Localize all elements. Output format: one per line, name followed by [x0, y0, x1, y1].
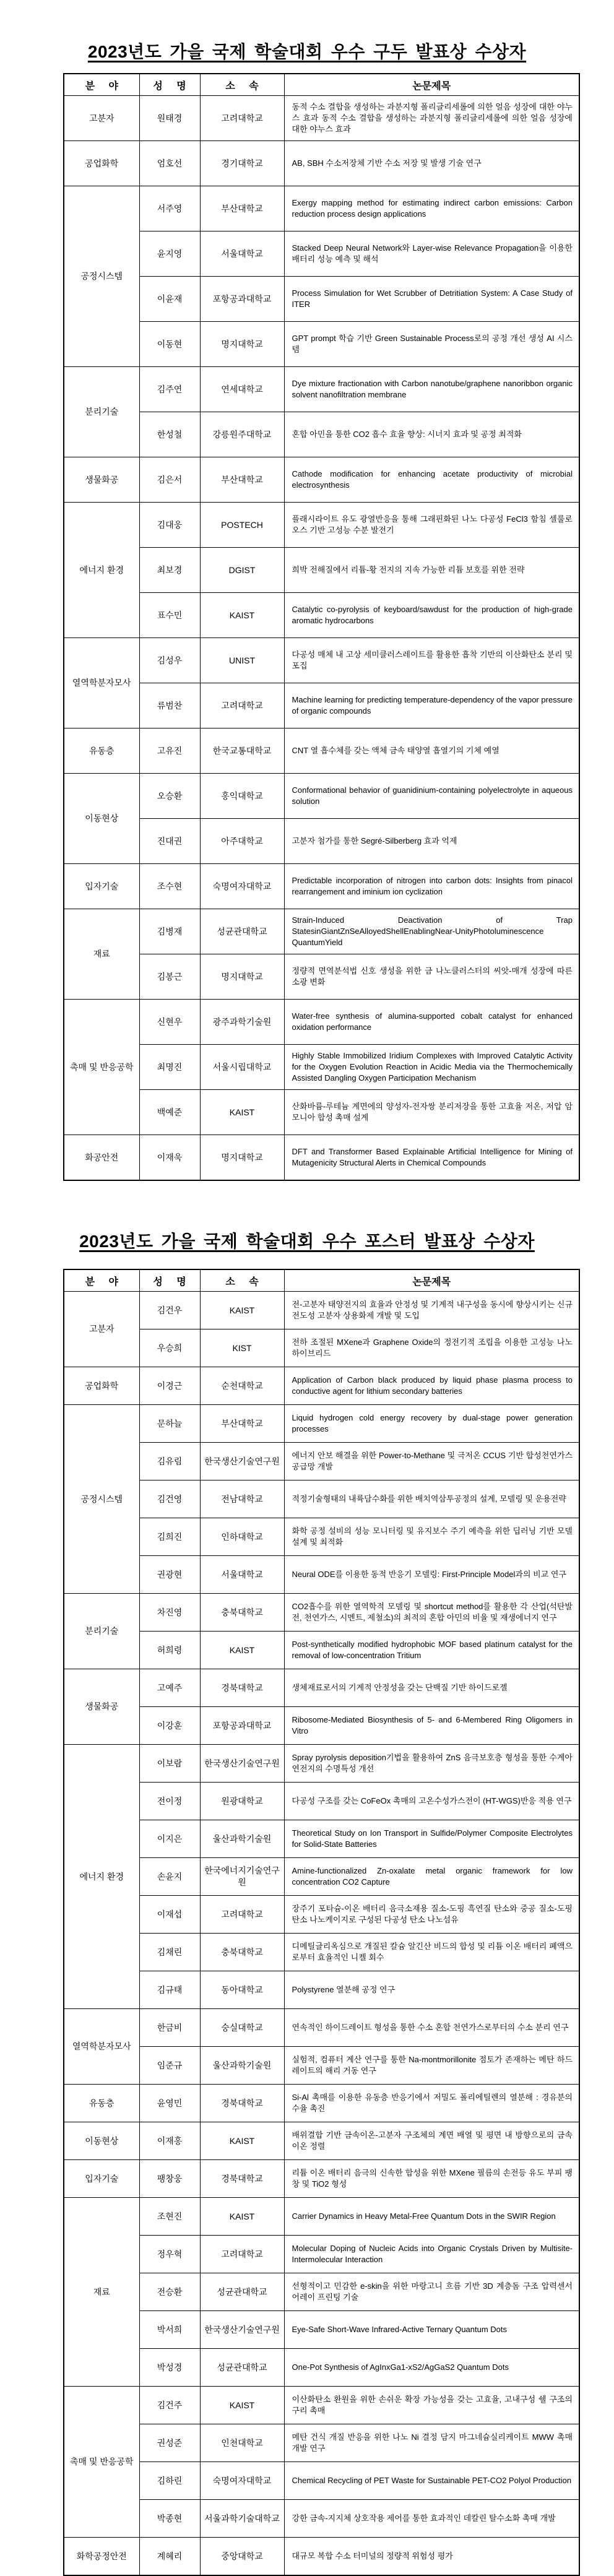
paper-title-cell: 메탄 건식 개질 반응을 위한 나노 Ni 결정 담지 마그네슘실리케이트 MWW 촉매 개발 연구	[284, 2424, 579, 2462]
table-row	[64, 503, 579, 548]
paper-title-cell: 선형적이고 민감한 e-skin을 위한 마랑고니 흐름 기반 3D 계층돔 구조 압력센서 어레이 프린팅 기술	[284, 2273, 579, 2311]
paper-title-cell: 리튬 이온 배터리 음극의 신속한 합성을 위한 MXene 필름의 손전등 유도 부피 팽창 및 TiO2 형성	[284, 2160, 579, 2198]
table-row	[64, 1329, 579, 1367]
affiliation-cell: 홍익대학교	[200, 774, 284, 819]
table-row	[64, 277, 579, 322]
affiliation-cell: 포항공과대학교	[200, 277, 284, 322]
name-cell: 정우혁	[139, 2236, 200, 2273]
affiliation-cell: DGIST	[200, 548, 284, 593]
field-cell: 입자기술	[64, 864, 139, 909]
affiliation-cell: 중앙대학교	[200, 2538, 284, 2576]
affiliation-cell: 명지대학교	[200, 322, 284, 367]
table-row	[64, 2273, 579, 2311]
affiliation-cell: 경북대학교	[200, 2160, 284, 2198]
name-cell: 신현우	[139, 1000, 200, 1045]
affiliation-cell: 서울대학교	[200, 1556, 284, 1594]
column-header-paper-title: 논문제목	[284, 74, 579, 96]
name-cell: 이재섭	[139, 1896, 200, 1934]
field-cell: 유동층	[64, 728, 139, 774]
table-body	[64, 96, 579, 1181]
field-cell: 촉매 및 반응공학	[64, 2387, 139, 2538]
name-cell: 허희령	[139, 1632, 200, 1669]
column-header-affiliation: 소 속	[200, 74, 284, 96]
affiliation-cell: KAIST	[200, 2198, 284, 2236]
affiliation-cell: 한국교통대학교	[200, 728, 284, 774]
table-row	[64, 2236, 579, 2273]
paper-title-cell: 디메틸글리옥심으로 개질된 칼슘 알긴산 비드의 합성 및 리튬 이온 배터리 폐액으로부터 효율적인 니켈 회수	[284, 1934, 579, 1971]
table-row	[64, 1858, 579, 1896]
name-cell: 김희진	[139, 1518, 200, 1556]
field-cell: 생물화공	[64, 457, 139, 503]
field-cell: 촉매 및 반응공학	[64, 1000, 139, 1135]
paper-title-cell: Exergy mapping method for estimating indirect carbon emissions: Carbon reduction process design applications	[284, 186, 579, 231]
paper-title-cell: Amine-functionalized Zn-oxalate metal organic framework for low concentration CO2 Capture	[284, 1858, 579, 1896]
name-cell: 류범찬	[139, 683, 200, 728]
affiliation-cell: 부산대학교	[200, 186, 284, 231]
table-row	[64, 1669, 579, 1707]
name-cell: 김주연	[139, 367, 200, 412]
table-row	[64, 2160, 579, 2198]
affiliation-cell: 충북대학교	[200, 1934, 284, 1971]
affiliation-cell: 서울대학교	[200, 231, 284, 277]
table-row	[64, 2462, 579, 2500]
name-cell: 김건우	[139, 1292, 200, 1329]
table-row	[64, 2387, 579, 2424]
table-row	[64, 2538, 579, 2576]
field-cell: 유동층	[64, 2085, 139, 2122]
affiliation-cell: 인천대학교	[200, 2424, 284, 2462]
column-header-field: 분 야	[64, 1269, 139, 1292]
paper-title-cell: Cathode modification for enhancing acetate productivity of microbial electrosynthesis	[284, 457, 579, 503]
paper-title-cell: 희박 전해질에서 리튬-황 전지의 지속 가능한 리튬 보호를 위한 전략	[284, 548, 579, 593]
affiliation-cell: KAIST	[200, 593, 284, 638]
affiliation-cell: 경기대학교	[200, 141, 284, 186]
paper-title-cell: Predictable incorporation of nitrogen into carbon dots: Insights from pinacol rearrangement and iminium ion cyclization	[284, 864, 579, 909]
table-row	[64, 2122, 579, 2160]
affiliation-cell: 포항공과대학교	[200, 1707, 284, 1745]
table-row	[64, 954, 579, 1000]
affiliation-cell: 부산대학교	[200, 457, 284, 503]
affiliation-cell: 원광대학교	[200, 1783, 284, 1820]
affiliation-cell: 성균관대학교	[200, 2273, 284, 2311]
name-cell: 김규태	[139, 1971, 200, 2009]
field-cell: 재료	[64, 2198, 139, 2387]
name-cell: 최명진	[139, 1045, 200, 1090]
awards-table	[63, 73, 580, 1181]
paper-title-cell: Molecular Doping of Nucleic Acids into Organic Crystals Driven by Multisite-Intermolecular Interaction	[284, 2236, 579, 2273]
affiliation-cell: 경북대학교	[200, 2085, 284, 2122]
paper-title-cell: CO2흡수를 위한 열역학적 모델링 및 shortcut method를 활용한 각 산업(석탄발전, 천연가스, 시멘트, 제철소)의 최적의 혼합 아민의 비율 및 재생에너지 연구	[284, 1594, 579, 1632]
table-row	[64, 367, 579, 412]
table-row	[64, 638, 579, 683]
affiliation-cell: 한국생산기술연구원	[200, 1443, 284, 1480]
table-row	[64, 1707, 579, 1745]
table-row	[64, 1745, 579, 1783]
name-cell: 이재홍	[139, 2122, 200, 2160]
table-row	[64, 2500, 579, 2538]
field-cell: 이동현상	[64, 774, 139, 864]
table-row	[64, 548, 579, 593]
paper-title-cell: Spray pyrolysis deposition기법을 활용하여 ZnS 음극보호층 형성을 통한 수계아연전지의 수명특성 개선	[284, 1745, 579, 1783]
name-cell: 이재욱	[139, 1135, 200, 1181]
paper-title-cell: Chemical Recycling of PET Waste for Sustainable PET-CO2 Polyol Production	[284, 2462, 579, 2500]
affiliation-cell: 명지대학교	[200, 1135, 284, 1181]
table-row	[64, 1405, 579, 1443]
poster-awards-title: 2023년도 가을 국제 학술대회 우수 포스터 발표상 수상자	[79, 1232, 535, 1251]
table-row	[64, 909, 579, 954]
paper-title-cell: 에너지 안보 해결을 위한 Power-to-Methane 및 극저온 CCUS 기반 합성천연가스 공급망 개발	[284, 1443, 579, 1480]
paper-title-cell: 배위결합 기반 금속이온-고분자 구조체의 계면 배열 및 평면 내 방향으로의 금속이온 정렬	[284, 2122, 579, 2160]
affiliation-cell: 성균관대학교	[200, 909, 284, 954]
affiliation-cell: KIST	[200, 1329, 284, 1367]
table-row	[64, 728, 579, 774]
paper-title-cell: AB, SBH 수소저장체 기반 수소 저장 및 발생 기술 연구	[284, 141, 579, 186]
paper-title-cell: One-Pot Synthesis of AgInxGa1-xS2/AgGaS2 Quantum Dots	[284, 2349, 579, 2387]
paper-title-cell: 실험적, 컴퓨터 계산 연구를 통한 Na-montmorillonite 점토가 존재하는 메탄 하드레이트의 해리 거동 연구	[284, 2047, 579, 2085]
paper-title-cell: Water-free synthesis of alumina-supported cobalt catalyst for enhanced oxidation performance	[284, 1000, 579, 1045]
name-cell: 윤지영	[139, 231, 200, 277]
name-cell: 임준규	[139, 2047, 200, 2085]
name-cell: 김건주	[139, 2387, 200, 2424]
affiliation-cell: 순천대학교	[200, 1367, 284, 1405]
name-cell: 조현진	[139, 2198, 200, 2236]
name-cell: 최보경	[139, 548, 200, 593]
table-header-row	[64, 1269, 579, 1292]
name-cell: 손윤지	[139, 1858, 200, 1896]
field-cell: 입자기술	[64, 2160, 139, 2198]
name-cell: 고유진	[139, 728, 200, 774]
name-cell: 김유림	[139, 1443, 200, 1480]
name-cell: 박성경	[139, 2349, 200, 2387]
paper-title-cell: 대규모 복합 수소 터미널의 정량적 위험성 평가	[284, 2538, 579, 2576]
affiliation-cell: 숙명여자대학교	[200, 2462, 284, 2500]
name-cell: 박종현	[139, 2500, 200, 2538]
paper-title-cell: GPT prompt 학습 기반 Green Sustainable Process로의 공정 개선 생성 AI 시스템	[284, 322, 579, 367]
name-cell: 김채린	[139, 1934, 200, 1971]
name-cell: 전승환	[139, 2273, 200, 2311]
name-cell: 원태경	[139, 96, 200, 141]
affiliation-cell: 인하대학교	[200, 1518, 284, 1556]
name-cell: 김대웅	[139, 503, 200, 548]
table-row	[64, 1594, 579, 1632]
affiliation-cell: UNIST	[200, 638, 284, 683]
name-cell: 이윤재	[139, 277, 200, 322]
field-cell: 열역학분자모사	[64, 2009, 139, 2085]
table-row	[64, 412, 579, 457]
table-row	[64, 774, 579, 819]
name-cell: 김하린	[139, 2462, 200, 2500]
paper-title-cell: Ribosome-Mediated Biosynthesis of 5- and 6-Membered Ring Oligomers in Vitro	[284, 1707, 579, 1745]
name-cell: 고예주	[139, 1669, 200, 1707]
field-cell: 공정시스템	[64, 186, 139, 367]
table-row	[64, 2349, 579, 2387]
name-cell: 윤영민	[139, 2085, 200, 2122]
table-row	[64, 2424, 579, 2462]
affiliation-cell: 명지대학교	[200, 954, 284, 1000]
table-row	[64, 2009, 579, 2047]
name-cell: 김병재	[139, 909, 200, 954]
affiliation-cell: 한국생산기술연구원	[200, 1745, 284, 1783]
name-cell: 팽창웅	[139, 2160, 200, 2198]
table-row	[64, 683, 579, 728]
name-cell: 이보람	[139, 1745, 200, 1783]
field-cell: 분리기술	[64, 367, 139, 457]
paper-title-cell: 동적 수소 결합을 생성하는 과분지형 폴리글리세롤에 의한 얼음 성장에 대한 야누스 효과 동적 수소 결합을 생성하는 과분지형 폴리글리세롤에 의한 얼음 성장에 대한 야누스 효과	[284, 96, 579, 141]
affiliation-cell: 전남대학교	[200, 1480, 284, 1518]
name-cell: 이동현	[139, 322, 200, 367]
name-cell: 오승환	[139, 774, 200, 819]
table-row	[64, 819, 579, 864]
oral-awards-title: 2023년도 가을 국제 학술대회 우수 구두 발표상 수상자	[87, 42, 527, 61]
paper-title-cell: DFT and Transformer Based Explainable Artificial Intelligence for Mining of Mutagenicity Structural Alerts in Chemical Compounds	[284, 1135, 579, 1181]
table-row	[64, 322, 579, 367]
name-cell: 김건영	[139, 1480, 200, 1518]
name-cell: 문하늘	[139, 1405, 200, 1443]
paper-title-cell: Dye mixture fractionation with Carbon nanotube/graphene nanoribbon organic solvent nanofiltration membrane	[284, 367, 579, 412]
table-row	[64, 1971, 579, 2009]
field-cell: 공정시스템	[64, 1405, 139, 1594]
name-cell: 권성준	[139, 2424, 200, 2462]
paper-title-cell: 다공성 구조를 갖는 CoFeOx 촉매의 고온수성가스전이 (HT-WGS)반응 적용 연구	[284, 1783, 579, 1820]
paper-title-cell: Conformational behavior of guanidinium-containing polyelectrolyte in aqueous solution	[284, 774, 579, 819]
column-header-name: 성 명	[139, 1269, 200, 1292]
name-cell: 진대권	[139, 819, 200, 864]
paper-title-cell: Stacked Deep Neural Network와 Layer-wise Relevance Propagation을 이용한 배터리 성능 예측 및 해석	[284, 231, 579, 277]
paper-title-cell: Neural ODE를 이용한 동적 반응기 모델링: First-Principle Model과의 비교 연구	[284, 1556, 579, 1594]
table-row	[64, 1367, 579, 1405]
paper-title-cell: 연속적인 하이드레이트 형성을 통한 수소 혼합 천연가스로부터의 수소 분리 연구	[284, 2009, 579, 2047]
table-row	[64, 2047, 579, 2085]
affiliation-cell: 충북대학교	[200, 1594, 284, 1632]
affiliation-cell: 부산대학교	[200, 1405, 284, 1443]
paper-title-cell: 생체재료로서의 기계적 안정성을 갖는 단백질 기반 하이드로젤	[284, 1669, 579, 1707]
paper-title-cell: 전-고분자 태양전지의 효율과 안정성 및 기계적 내구성을 동시에 향상시키는 신규 전도성 고분자 상용화제 개발 및 도입	[284, 1292, 579, 1329]
name-cell: 서주영	[139, 186, 200, 231]
field-cell: 열역학분자모사	[64, 638, 139, 728]
table-row	[64, 1820, 579, 1858]
paper-title-cell: 전하 조절된 MXene과 Graphene Oxide의 정전기적 조립을 이용한 고성능 나노 하이브리드	[284, 1329, 579, 1367]
field-cell: 에너지 환경	[64, 503, 139, 638]
name-cell: 김은서	[139, 457, 200, 503]
affiliation-cell: 고려대학교	[200, 96, 284, 141]
name-cell: 조수현	[139, 864, 200, 909]
name-cell: 김성우	[139, 638, 200, 683]
affiliation-cell: 고려대학교	[200, 2236, 284, 2273]
paper-title-cell: Polystyrene 열분해 공정 연구	[284, 1971, 579, 2009]
field-cell: 생물화공	[64, 1669, 139, 1745]
name-cell: 권광현	[139, 1556, 200, 1594]
name-cell: 우승희	[139, 1329, 200, 1367]
paper-title-cell: 산화바륨-루테늄 계면에의 양성자-전자쌍 분리저장을 통한 고효율 저온, 저압 암모니아 합성 촉매 설계	[284, 1090, 579, 1135]
oral-awards-table-container	[0, 73, 614, 1181]
affiliation-cell: 울산과학기술원	[200, 2047, 284, 2085]
table-row	[64, 1480, 579, 1518]
field-cell: 분리기술	[64, 1594, 139, 1669]
name-cell: 이지은	[139, 1820, 200, 1858]
affiliation-cell: KAIST	[200, 2122, 284, 2160]
paper-title-cell: Highly Stable Immobilized Iridium Complexes with Improved Catalytic Activity for the Oxygen Evolution Reaction in Acidic Media via the Thermochemically Assisted Dangling Oxygen Participation Mechanism	[284, 1045, 579, 1090]
paper-title-cell: Si-Al 촉매를 이용한 유동층 반응기에서 저밀도 폴리에틸렌의 열분해 : 경유분의 수율 촉진	[284, 2085, 579, 2122]
table-row	[64, 1556, 579, 1594]
table-row	[64, 1632, 579, 1669]
affiliation-cell: 강릉원주대학교	[200, 412, 284, 457]
table-row	[64, 2198, 579, 2236]
affiliation-cell: 연세대학교	[200, 367, 284, 412]
table-header-row	[64, 74, 579, 96]
paper-title-cell: Process Simulation for Wet Scrubber of Detritiation System: A Case Study of ITER	[284, 277, 579, 322]
paper-title-cell: 정량적 면역분석법 신호 생성을 위한 금 나노클러스터의 씨앗-매개 성장에 따른 소광 변화	[284, 954, 579, 1000]
paper-title-cell: 장주기 포타슘-이온 배터리 음극소재용 질소-도핑 흑연질 탄소와 중공 질소-도핑 탄소 나노케이지로 구성된 다공성 탄소 나노섬유	[284, 1896, 579, 1934]
paper-title-cell: Carrier Dynamics in Heavy Metal-Free Quantum Dots in the SWIR Region	[284, 2198, 579, 2236]
affiliation-cell: KAIST	[200, 1292, 284, 1329]
table-row	[64, 96, 579, 141]
paper-title-cell: CNT 열 흡수체를 갖는 액체 금속 태양열 흡열기의 기체 예열	[284, 728, 579, 774]
paper-title-cell: 이산화탄소 환원을 위한 손쉬운 확장 가능성을 갖는 고효율, 고내구성 쉘 구조의 구리 촉매	[284, 2387, 579, 2424]
affiliation-cell: 경북대학교	[200, 1669, 284, 1707]
affiliation-cell: KAIST	[200, 1632, 284, 1669]
table-row	[64, 186, 579, 231]
table-row	[64, 1896, 579, 1934]
paper-title-cell: Post-synthetically modified hydrophobic MOF based platinum catalyst for the removal of low-concentration Tritium	[284, 1632, 579, 1669]
field-cell: 고분자	[64, 1292, 139, 1367]
affiliation-cell: 성균관대학교	[200, 2349, 284, 2387]
awards-table	[63, 1269, 580, 2576]
affiliation-cell: 아주대학교	[200, 819, 284, 864]
paper-title-cell: 혼합 아민을 통한 CO2 흡수 효율 향상: 시너지 효과 및 공정 최적화	[284, 412, 579, 457]
table-row	[64, 1783, 579, 1820]
table-row	[64, 1934, 579, 1971]
name-cell: 전이정	[139, 1783, 200, 1820]
paper-title-cell: Machine learning for predicting temperature-dependency of the vapor pressure of organic compounds	[284, 683, 579, 728]
paper-title-cell: Catalytic co-pyrolysis of keyboard/sawdust for the production of high-grade aromatic hydrocarbons	[284, 593, 579, 638]
paper-title-cell: Theoretical Study on Ion Transport in Sulfide/Polymer Composite Electrolytes for Solid-State Batteries	[284, 1820, 579, 1858]
poster-awards-table-container	[0, 1269, 614, 2576]
affiliation-cell: 고려대학교	[200, 1896, 284, 1934]
field-cell: 고분자	[64, 96, 139, 141]
column-header-affiliation: 소 속	[200, 1269, 284, 1292]
table-row	[64, 593, 579, 638]
table-row	[64, 2311, 579, 2349]
name-cell: 백예준	[139, 1090, 200, 1135]
name-cell: 한금비	[139, 2009, 200, 2047]
table-row	[64, 141, 579, 186]
name-cell: 박서희	[139, 2311, 200, 2349]
table-row	[64, 1135, 579, 1181]
column-header-paper-title: 논문제목	[284, 1269, 579, 1292]
table-row	[64, 1443, 579, 1480]
table-row	[64, 1045, 579, 1090]
table-row	[64, 2085, 579, 2122]
affiliation-cell: 숭실대학교	[200, 2009, 284, 2047]
paper-title-cell: 다공성 매체 내 고상 세미클러스레이트를 활용한 흡착 기반의 이산화탄소 분리 및 포집	[284, 638, 579, 683]
paper-title-cell: Strain-Induced Deactivation of Trap StatesinGiantZnSeAlloyedShellEnablingNear-UnityPhotoluminescence QuantumYield	[284, 909, 579, 954]
name-cell: 엄호선	[139, 141, 200, 186]
name-cell: 계혜리	[139, 2538, 200, 2576]
affiliation-cell: POSTECH	[200, 503, 284, 548]
paper-title-cell: Eye-Safe Short-Wave Infrared-Active Ternary Quantum Dots	[284, 2311, 579, 2349]
table-row	[64, 1292, 579, 1329]
field-cell: 재료	[64, 909, 139, 1000]
name-cell: 이강훈	[139, 1707, 200, 1745]
affiliation-cell: 한국에너지기술연구원	[200, 1858, 284, 1896]
field-cell: 화공안전	[64, 1135, 139, 1181]
affiliation-cell: 서울과학기술대학교	[200, 2500, 284, 2538]
table-row	[64, 1518, 579, 1556]
name-cell: 김봉근	[139, 954, 200, 1000]
table-row	[64, 1000, 579, 1045]
name-cell: 한성철	[139, 412, 200, 457]
table-body	[64, 1292, 579, 2576]
table-row	[64, 457, 579, 503]
field-cell: 공업화학	[64, 1367, 139, 1405]
field-cell: 이동현상	[64, 2122, 139, 2160]
name-cell: 이경근	[139, 1367, 200, 1405]
oral-awards-section	[0, 38, 614, 1181]
name-cell: 표수민	[139, 593, 200, 638]
table-row	[64, 864, 579, 909]
field-cell: 화학공정안전	[64, 2538, 139, 2576]
paper-title-cell: 플래시라이트 유도 광열반응을 통해 그래핀화된 나노 다공성 FeCl3 함침 셀룰로오스 기반 고성능 수분 발전기	[284, 503, 579, 548]
paper-title-cell: Application of Carbon black produced by liquid phase plasma process to conductive agent for lithium secondary batteries	[284, 1367, 579, 1405]
affiliation-cell: 한국생산기술연구원	[200, 2311, 284, 2349]
paper-title-cell: 고분자 첨가를 통한 Segré-Silberberg 효과 억제	[284, 819, 579, 864]
affiliation-cell: 서울시립대학교	[200, 1045, 284, 1090]
affiliation-cell: 울산과학기술원	[200, 1820, 284, 1858]
poster-awards-section	[0, 1228, 614, 2576]
affiliation-cell: KAIST	[200, 1090, 284, 1135]
table-row	[64, 231, 579, 277]
name-cell: 차진영	[139, 1594, 200, 1632]
affiliation-cell: KAIST	[200, 2387, 284, 2424]
affiliation-cell: 숙명여자대학교	[200, 864, 284, 909]
affiliation-cell: 광주과학기술원	[200, 1000, 284, 1045]
field-cell: 공업화학	[64, 141, 139, 186]
affiliation-cell: 동아대학교	[200, 1971, 284, 2009]
column-header-field: 분 야	[64, 74, 139, 96]
field-cell: 에너지 환경	[64, 1745, 139, 2009]
column-header-name: 성 명	[139, 74, 200, 96]
paper-title-cell: Liquid hydrogen cold energy recovery by dual-stage power generation processes	[284, 1405, 579, 1443]
affiliation-cell: 고려대학교	[200, 683, 284, 728]
paper-title-cell: 강한 금속-지지체 상호작용 제어를 통한 효과적인 데칼린 탈수소화 촉매 개발	[284, 2500, 579, 2538]
table-row	[64, 1090, 579, 1135]
paper-title-cell: 화학 공정 설비의 성능 모니터링 및 유지보수 주기 예측을 위한 딥러닝 기반 모델 설계 및 최적화	[284, 1518, 579, 1556]
paper-title-cell: 적정기술형태의 내륙담수화를 위한 배치역삼투공정의 설계, 모델링 및 운용전략	[284, 1480, 579, 1518]
